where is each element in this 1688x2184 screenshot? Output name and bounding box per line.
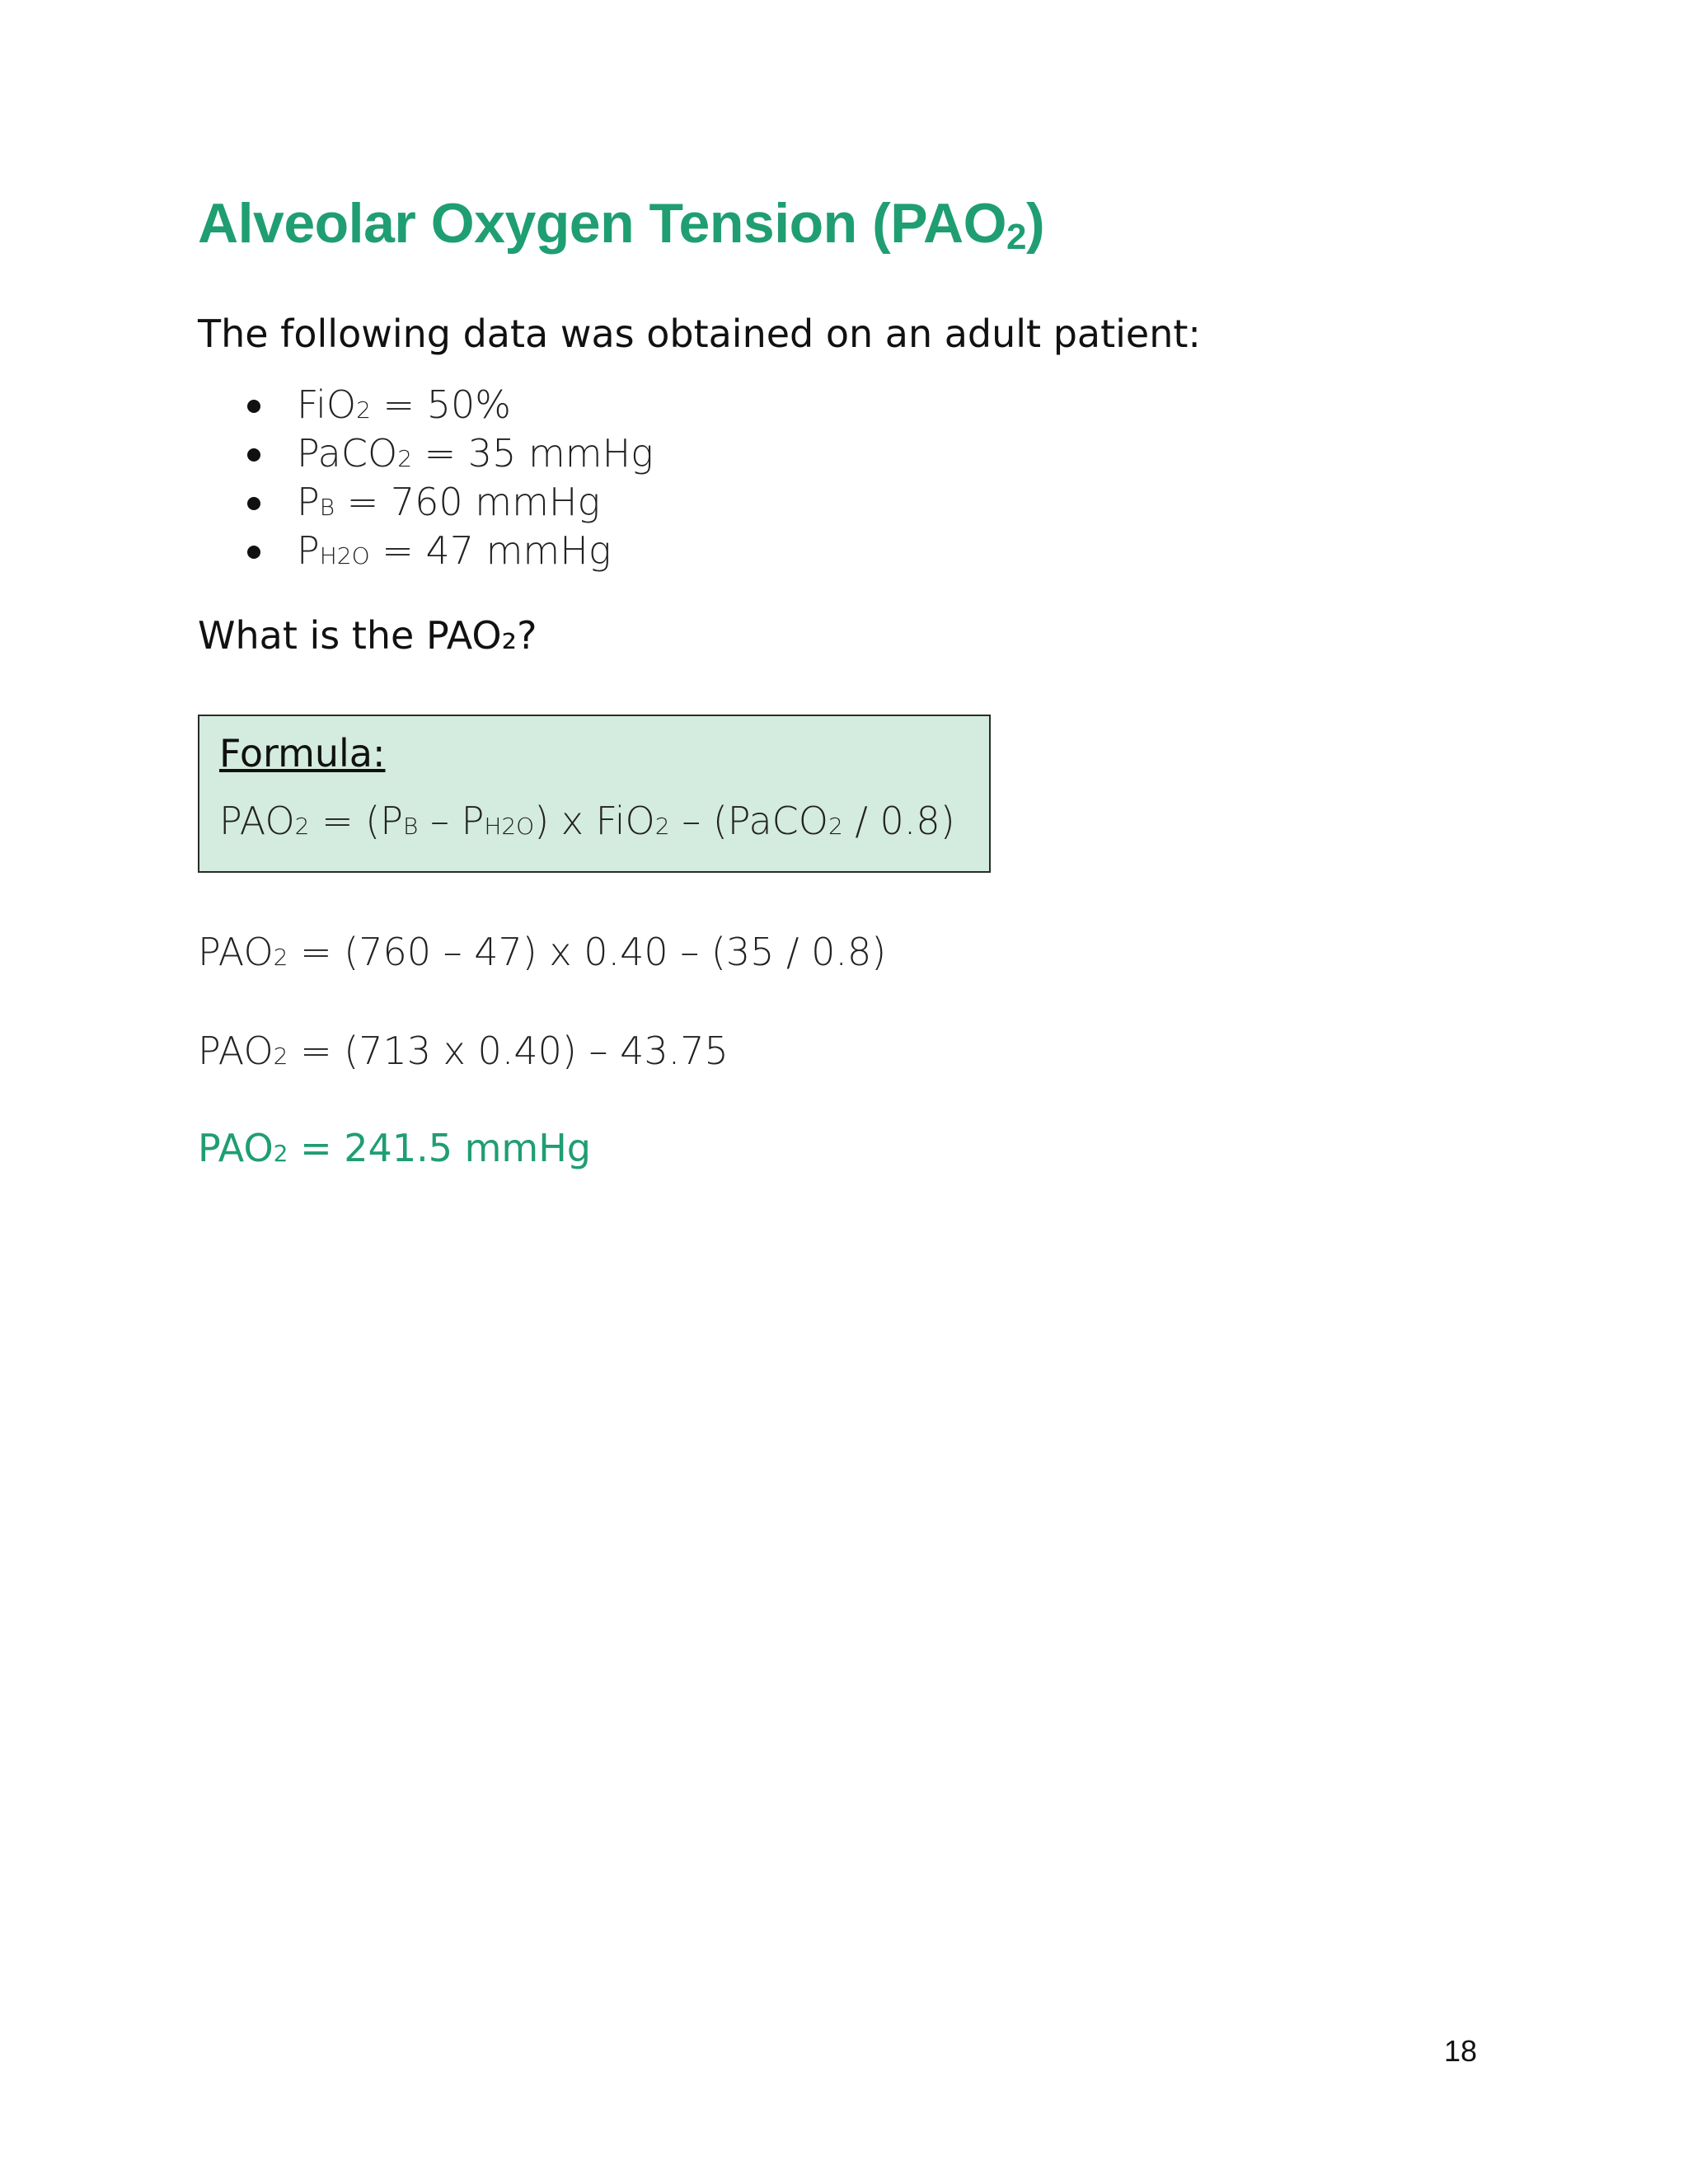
- item-base: P: [297, 528, 320, 573]
- page-number: 18: [1444, 2034, 1478, 2068]
- formula-box: [198, 715, 991, 873]
- calculation-step-2: [198, 1029, 729, 1073]
- bullet-icon: [247, 448, 260, 462]
- formula-part: / 0.8): [842, 799, 955, 843]
- title-close-paren: ): [1026, 192, 1045, 255]
- step-expression: = (713 x 0.40) – 43.75: [288, 1029, 729, 1073]
- formula-subscript: H2O: [484, 813, 535, 840]
- intro-text: The following data was obtained on an adult patient:: [198, 312, 1201, 356]
- formula-equation: [219, 799, 955, 843]
- step-expression: = (760 – 47) x 0.40 – (35 / 0.8): [288, 930, 887, 974]
- step-base: PAO: [198, 930, 274, 974]
- formula-part: PAO: [219, 799, 295, 843]
- formula-label: Formula:: [219, 731, 386, 776]
- item-subscript: B: [319, 494, 335, 521]
- answer-base: PAO: [198, 1126, 274, 1170]
- bullet-icon: [247, 546, 260, 559]
- item-base: FiO: [297, 382, 357, 427]
- formula-subscript: B: [402, 813, 419, 840]
- bullet-icon: [247, 400, 260, 413]
- answer-value: = 241.5 mmHg: [288, 1126, 592, 1170]
- formula-part: – P: [418, 799, 485, 843]
- formula-subscript: 2: [828, 813, 843, 840]
- title-subscript: 2: [1006, 217, 1027, 257]
- title-text: Alveolar Oxygen Tension (PAO: [198, 192, 1007, 255]
- bullet-icon: [247, 497, 260, 510]
- item-value: = 50%: [370, 382, 511, 427]
- formula-subscript: 2: [654, 813, 670, 840]
- list-item-fio2: [198, 381, 654, 429]
- list-item-paco2: [198, 429, 654, 478]
- formula-subscript: 2: [294, 813, 310, 840]
- item-subscript: H2O: [319, 542, 370, 569]
- item-base: PaCO: [297, 431, 398, 476]
- formula-part: = (P: [309, 799, 403, 843]
- item-value: = 47 mmHg: [369, 528, 612, 573]
- list-item-pb: [198, 478, 654, 527]
- item-base: P: [297, 480, 320, 524]
- step-base: PAO: [198, 1029, 274, 1073]
- patient-data-list: [198, 381, 654, 575]
- answer-subscript: 2: [273, 1140, 288, 1167]
- final-answer: [198, 1126, 591, 1170]
- item-subscript: 2: [356, 396, 371, 424]
- question-text: What is the PAO₂?: [198, 613, 537, 658]
- list-item-ph2o: [198, 527, 654, 575]
- calculation-step-1: [198, 930, 886, 974]
- item-value: = 35 mmHg: [412, 431, 654, 476]
- step-subscript: 2: [273, 944, 288, 971]
- formula-part: ) x FiO: [534, 799, 655, 843]
- page-title: [198, 191, 1044, 258]
- item-subscript: 2: [397, 445, 413, 472]
- item-value: = 760 mmHg: [335, 480, 601, 524]
- formula-part: – (PaCO: [669, 799, 828, 843]
- step-subscript: 2: [273, 1043, 288, 1070]
